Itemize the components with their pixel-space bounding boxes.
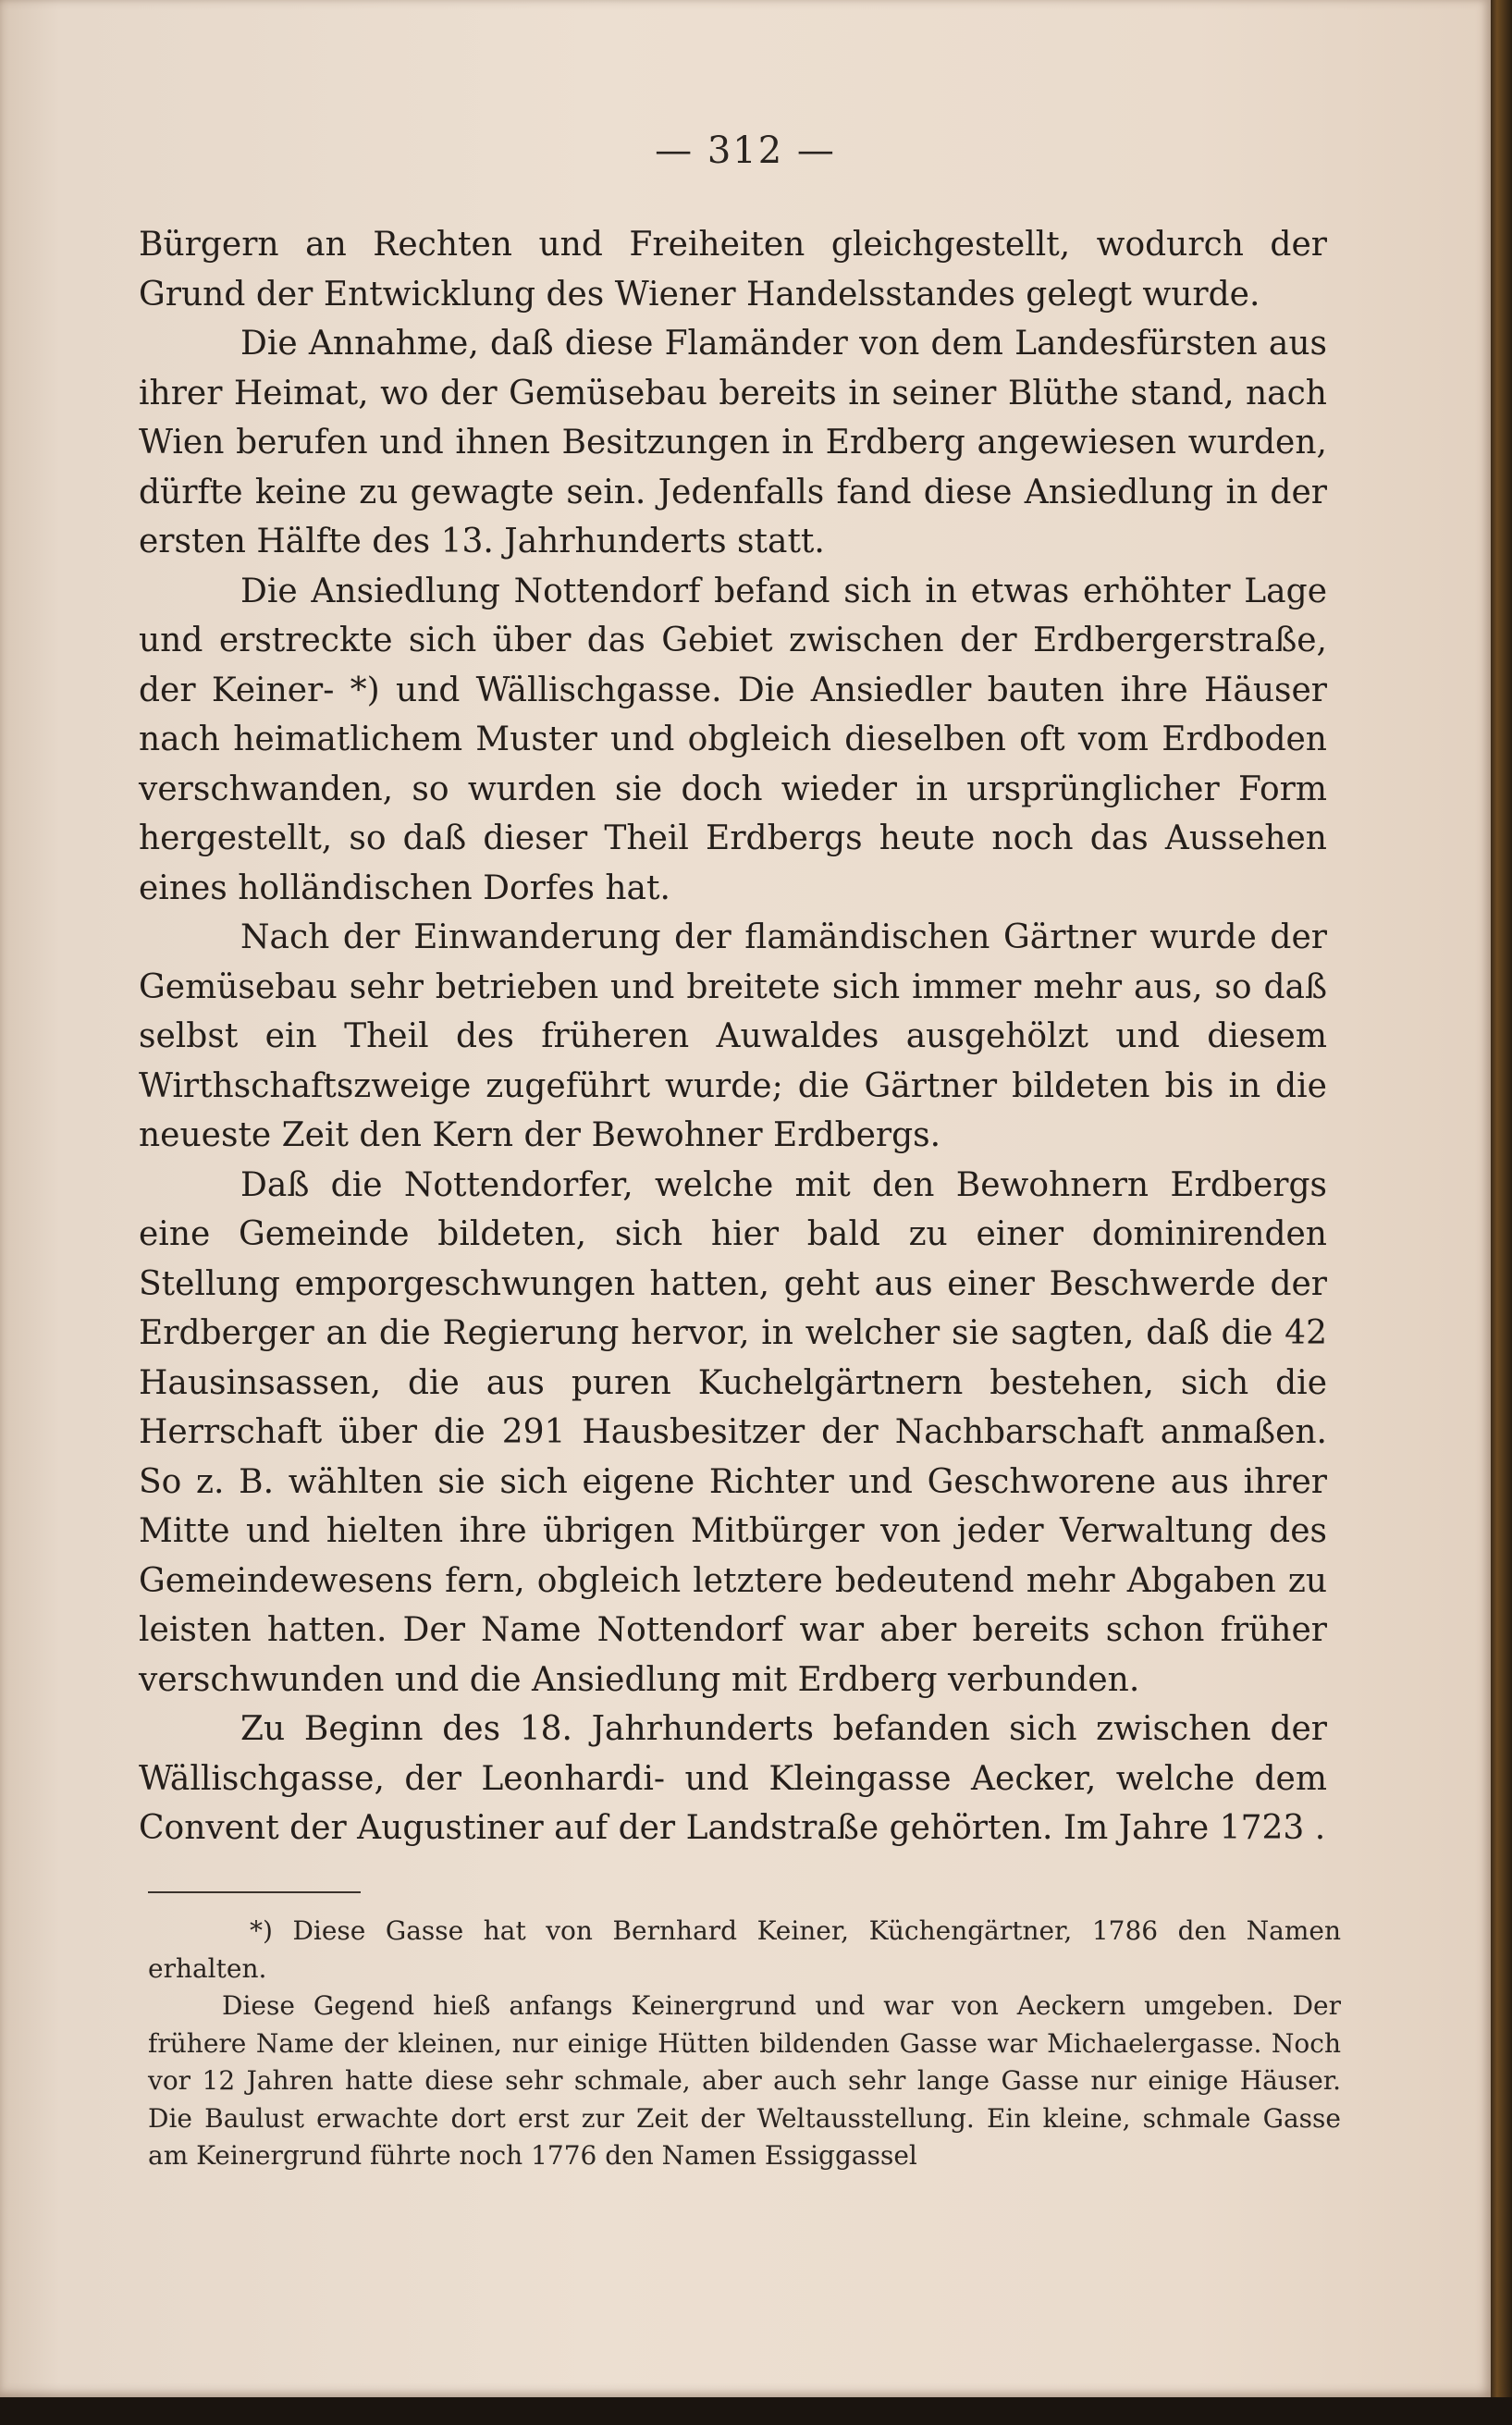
book-binding-edge <box>1491 0 1512 2425</box>
footnote-1: *) Diese Gasse hat von Bernhard Keiner, Küchengärtner, 1786 den Namen erhalten. <box>148 1915 1341 1984</box>
paragraph-5: Daß die Nottendorfer, welche mit den Bewohnern Erdbergs eine Gemeinde bildeten, sich hier bald zu einer dominirenden Stellung emporgeschwungen hatten, geht aus einer Beschwerde der Erdberger an die Regierung hervor, in welcher sie sagten, daß die 42 Hausinsassen, die aus puren Kuchelgärtnern bestehen, sich die Herrschaft über die 291 Hausbesitzer der Nachbarschaft anmaßen. So z. B. wählten sie sich eigene Richter und Geschworene aus ihrer Mitte und hielten ihre übrigen Mitbürger von jeder Verwaltung des Gemeindewesens fern, obgleich letztere bedeutend mehr Abgaben zu leisten hatten. Der Name Nottendorf war aber bereits schon früher verschwunden und die Ansiedlung mit Erdberg verbunden. <box>139 1165 1327 1699</box>
paragraph-4: Nach der Einwanderung der flamändischen Gärtner wurde der Gemüsebau sehr betrieben und breitete sich immer mehr aus, so daß selbst ein Theil des früheren Auwaldes ausgehölzt und diesem Wirthschaftszweige zugeführt wurde; die Gärtner bildeten bis in die neueste Zeit den Kern der Bewohner Erdbergs. <box>139 918 1327 1154</box>
main-text <box>139 220 1327 1853</box>
footnotes <box>148 1913 1341 2175</box>
page-number: — 312 — <box>655 129 836 172</box>
paragraph-3: Die Ansiedlung Nottendorf befand sich in etwas erhöhter Lage und erstreckte sich über das Gebiet zwischen der Erdbergerstraße, der Keiner- *) und Wällischgasse. Die Ansiedler bauten ihre Häuser nach heimatlichem Muster und obgleich dieselben oft vom Erdboden verschwanden, so wurden sie doch wieder in ursprünglicher Form hergestellt, so daß dieser Theil Erdbergs heute noch das Aussehen eines holländischen Dorfes hat. <box>139 572 1327 907</box>
scan-background-bottom <box>0 2397 1512 2425</box>
footnote-2: Diese Gegend hieß anfangs Keinergrund und war von Aeckern umgeben. Der frühere Name der kleinen, nur einige Hütten bildenden Gasse war Michaelergasse. Noch vor 12 Jahren hatte diese sehr schmale, aber auch sehr lange Gasse nur einige Häuser. Die Baulust erwachte dort erst zur Zeit der Weltausstellung. Ein kleine, schmale Gasse am Keinergrund führte noch 1776 den Namen Essiggassel <box>148 1990 1341 2171</box>
paragraph-2: Die Annahme, daß diese Flamänder von dem Landesfürsten aus ihrer Heimat, wo der Gemüsebau bereits in seiner Blüthe stand, nach Wien berufen und ihnen Besitzungen in Erdberg angewiesen wurden, dürfte keine zu gewagte sein. Jedenfalls fand diese Ansiedlung in der ersten Hälfte des 13. Jahrhunderts statt. <box>139 325 1327 560</box>
footnote-divider <box>148 1891 361 1893</box>
paragraph-1: Bürgern an Rechten und Freiheiten gleichgestellt, wodurch der Grund der Entwicklung des Wiener Handelsstandes gelegt wurde. <box>139 226 1327 314</box>
paragraph-6: Zu Beginn des 18. Jahrhunderts befanden sich zwischen der Wällischgasse, der Leonhardi- und Kleingasse Aecker, welche dem Convent der Augustiner auf der Landstraße gehörten. Im Jahre 1723 . <box>139 1710 1327 1847</box>
